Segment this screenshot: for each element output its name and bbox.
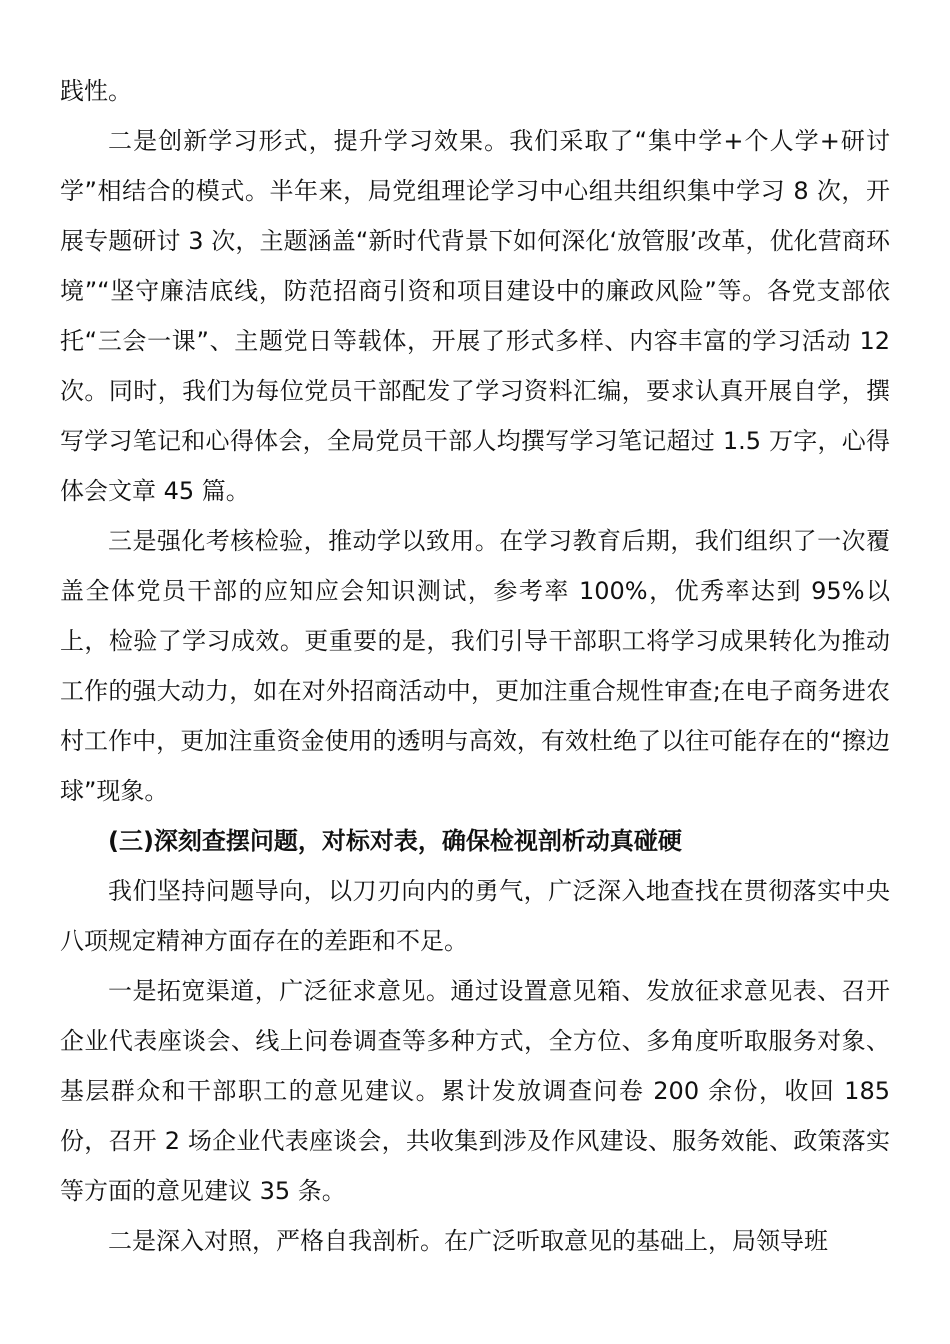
paragraph-assessment: 三是强化考核检验，推动学以致用。在学习教育后期，我们组织了一次覆盖全体党员干部的应知应会知识测试，参考率 100%，优秀率达到 95%以上，检验了学习成效。更重要的是，我们引导干部职工将学习成果转化为推动工作的强大动力，如在对外招商活动中，更加注重合规性审查;在电子商务进农村工作中，更加注重资金使用的透明与高效，有效杜绝了以往可能存在的“擦边球”现象。 [60, 527, 890, 805]
paragraph-problem-orientation: 我们坚持问题导向，以刀刃向内的勇气，广泛深入地查找在贯彻落实中央八项规定精神方面存在的差距和不足。 [60, 877, 890, 955]
paragraph-learning-forms: 二是创新学习形式，提升学习效果。我们采取了“集中学+个人学+研讨学”相结合的模式。半年来，局党组理论学习中心组共组织集中学习 8 次，开展专题研讨 3 次，主题涵盖“新时代背景下如何深化‘放管服’改革，优化营商环境”“坚守廉洁底线，防范招商引资和项目建设中的廉政风险”等。各党支部依托“三会一课”、主题党日等载体，开展了形式多样、内容丰富的学习活动 12 次。同时，我们为每位党员干部配发了学习资料汇编，要求认真开展自学，撰写学习笔记和心得体会，全局党员干部人均撰写学习笔记超过 1.5 万字，心得体会文章 45 篇。 [60, 127, 890, 505]
paragraph-solicit-opinions: 一是拓宽渠道，广泛征求意见。通过设置意见箱、发放征求意见表、召开企业代表座谈会、线上问卷调查等多种方式，全方位、多角度听取服务对象、基层群众和干部职工的意见建议。累计发放调查问卷 200 余份，收回 185 份，召开 2 场企业代表座谈会，共收集到涉及作风建设、服务效能、政策落实等方面的意见建议 35 条。 [60, 977, 890, 1205]
paragraph-self-analysis: 二是深入对照，严格自我剖析。在广泛听取意见的基础上，局领导班 [108, 1227, 828, 1255]
document-body [60, 66, 890, 1266]
section-heading: (三)深刻查摆问题，对标对表，确保检视剖析动真碰硬 [108, 827, 682, 855]
paragraph-continuation: 践性。 [60, 77, 132, 105]
